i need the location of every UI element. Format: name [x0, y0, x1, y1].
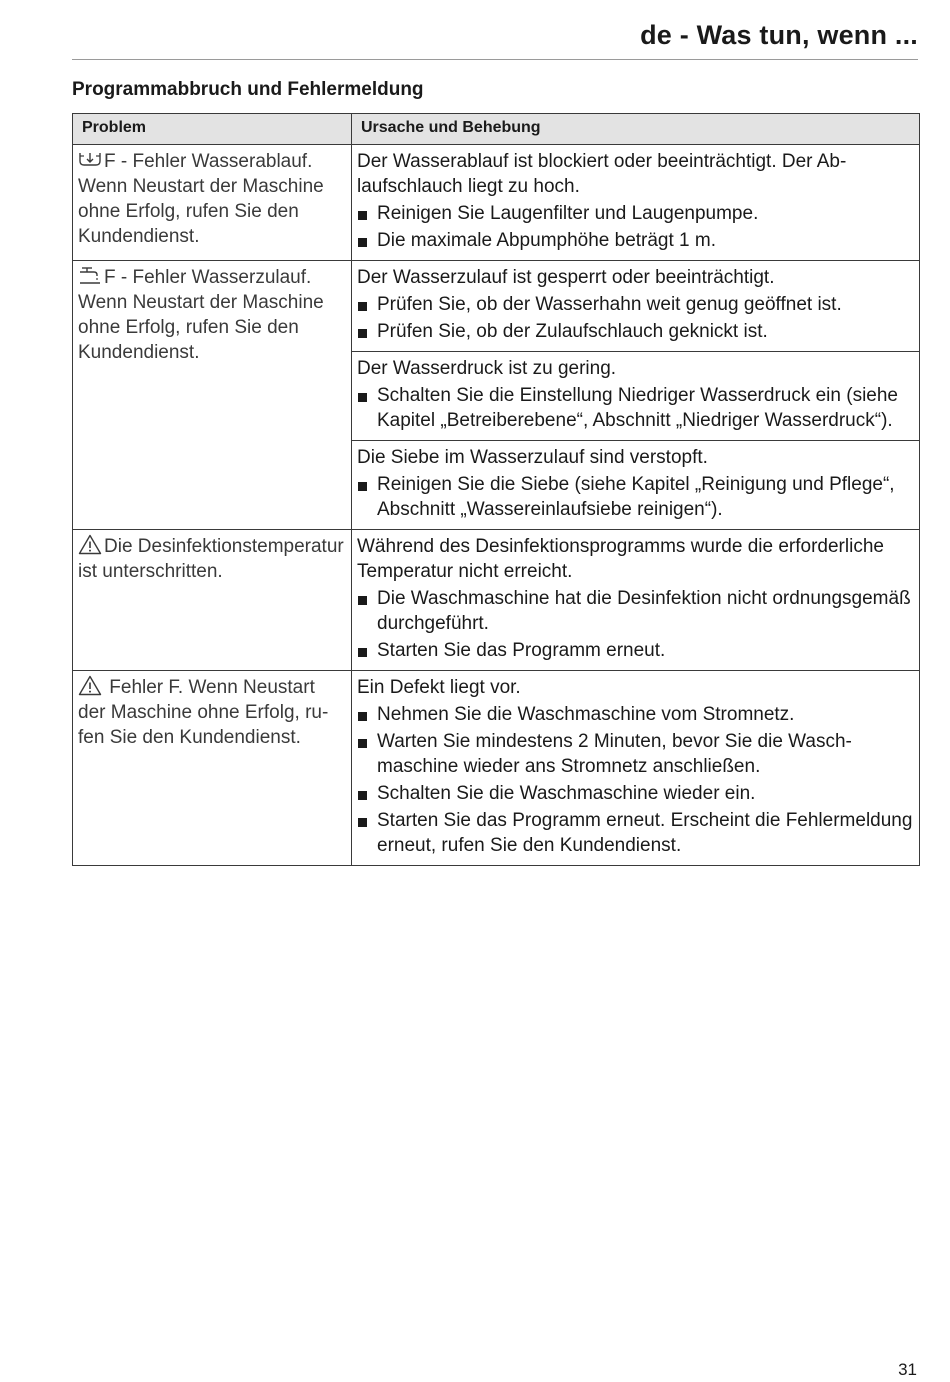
problem-cell — [73, 145, 352, 261]
remedy-item: Schalten Sie die Waschmaschine wieder ein. — [357, 781, 913, 806]
remedy-item: Schalten Sie die Einstellung Niedriger Wasserdruck ein (siehe Kapitel „Betreiberebene“, Abschnitt „Niedriger Wasserdruck“). — [357, 383, 913, 433]
cause-cell — [352, 261, 920, 352]
remedy-list — [357, 702, 913, 858]
problem-cell — [73, 671, 352, 866]
problem-text: F - Fehler Wasserablauf. Wenn Neustart der Maschine ohne Erfolg, rufen Sie den Kundendienst. — [78, 151, 324, 247]
error-table — [72, 113, 920, 866]
remedy-item: Warten Sie mindestens 2 Minuten, bevor Sie die Waschmaschine wieder ans Stromnetz anschließen. — [357, 729, 913, 779]
remedy-item: Nehmen Sie die Waschmaschine vom Stromnetz. — [357, 702, 913, 727]
remedy-item: Reinigen Sie Laugenfilter und Laugenpumpe. — [357, 201, 913, 226]
remedy-item: Die Waschmaschine hat die Desinfektion nicht ordnungsgemäß durchgeführt. — [357, 586, 913, 636]
cause-cell — [352, 145, 920, 261]
column-header-problem: Problem — [73, 114, 352, 145]
cause-cell — [352, 441, 920, 530]
page-number: 31 — [898, 1360, 917, 1379]
table-header-row — [73, 114, 920, 145]
cause-description: Der Wasserzulauf ist gesperrt oder beeinträchtigt. — [357, 267, 775, 288]
cause-cell — [352, 671, 920, 866]
problem-text: Fehler F. Wenn Neustart der Maschine ohne Erfolg, rufen Sie den Kundendienst. — [78, 677, 329, 748]
problem-cell — [73, 261, 352, 530]
header-divider — [72, 59, 918, 60]
table-row — [73, 261, 920, 352]
problem-text: F - Fehler Wasserzulauf. Wenn Neustart der Maschine ohne Erfolg, rufen Sie den Kundendienst. — [78, 267, 324, 363]
page-header-title: de - Was tun, wenn ... — [640, 20, 918, 50]
problem-cell — [73, 530, 352, 671]
remedy-item: Starten Sie das Programm erneut. — [357, 638, 913, 663]
remedy-item: Die maximale Abpumphöhe beträgt 1 m. — [357, 228, 913, 253]
warning-icon — [78, 675, 102, 696]
remedy-list — [357, 586, 913, 663]
cause-description: Die Siebe im Wasserzulauf sind verstopft. — [357, 447, 708, 468]
cause-description: Während des Desinfektionsprogramms wurde die erforderliche Temperatur nicht erreicht. — [357, 536, 884, 582]
remedy-item: Prüfen Sie, ob der Zulaufschlauch geknickt ist. — [357, 319, 913, 344]
cause-description: Der Wasserdruck ist zu gering. — [357, 358, 617, 379]
remedy-list — [357, 292, 913, 344]
cause-cell — [352, 530, 920, 671]
remedy-list — [357, 472, 913, 522]
remedy-list — [357, 383, 913, 433]
table-row — [73, 145, 920, 261]
table-row — [73, 671, 920, 866]
water-tap-icon — [78, 266, 102, 286]
cause-description: Ein Defekt liegt vor. — [357, 677, 521, 698]
cause-description: Der Wasserablauf ist blockiert oder beeinträchtigt. Der Ablaufschlauch liegt zu hoch. — [357, 151, 847, 197]
remedy-item: Starten Sie das Programm erneut. Erscheint die Fehlermeldung erneut, rufen Sie den Kundendienst. — [357, 808, 913, 858]
warning-icon — [78, 534, 102, 555]
problem-text: Die Desinfektionstemperatur ist unterschritten. — [78, 536, 344, 582]
drain-icon — [78, 150, 102, 170]
remedy-item: Prüfen Sie, ob der Wasserhahn weit genug geöffnet ist. — [357, 292, 913, 317]
section-title: Programmabbruch und Fehlermeldung — [72, 79, 424, 100]
cause-cell — [352, 352, 920, 441]
table-body — [73, 145, 920, 866]
column-header-cause: Ursache und Behebung — [352, 114, 920, 145]
remedy-list — [357, 201, 913, 253]
remedy-item: Reinigen Sie die Siebe (siehe Kapitel „Reinigung und Pflege“, Abschnitt „Wassereinlaufsiebe reinigen“). — [357, 472, 913, 522]
table-row — [73, 530, 920, 671]
